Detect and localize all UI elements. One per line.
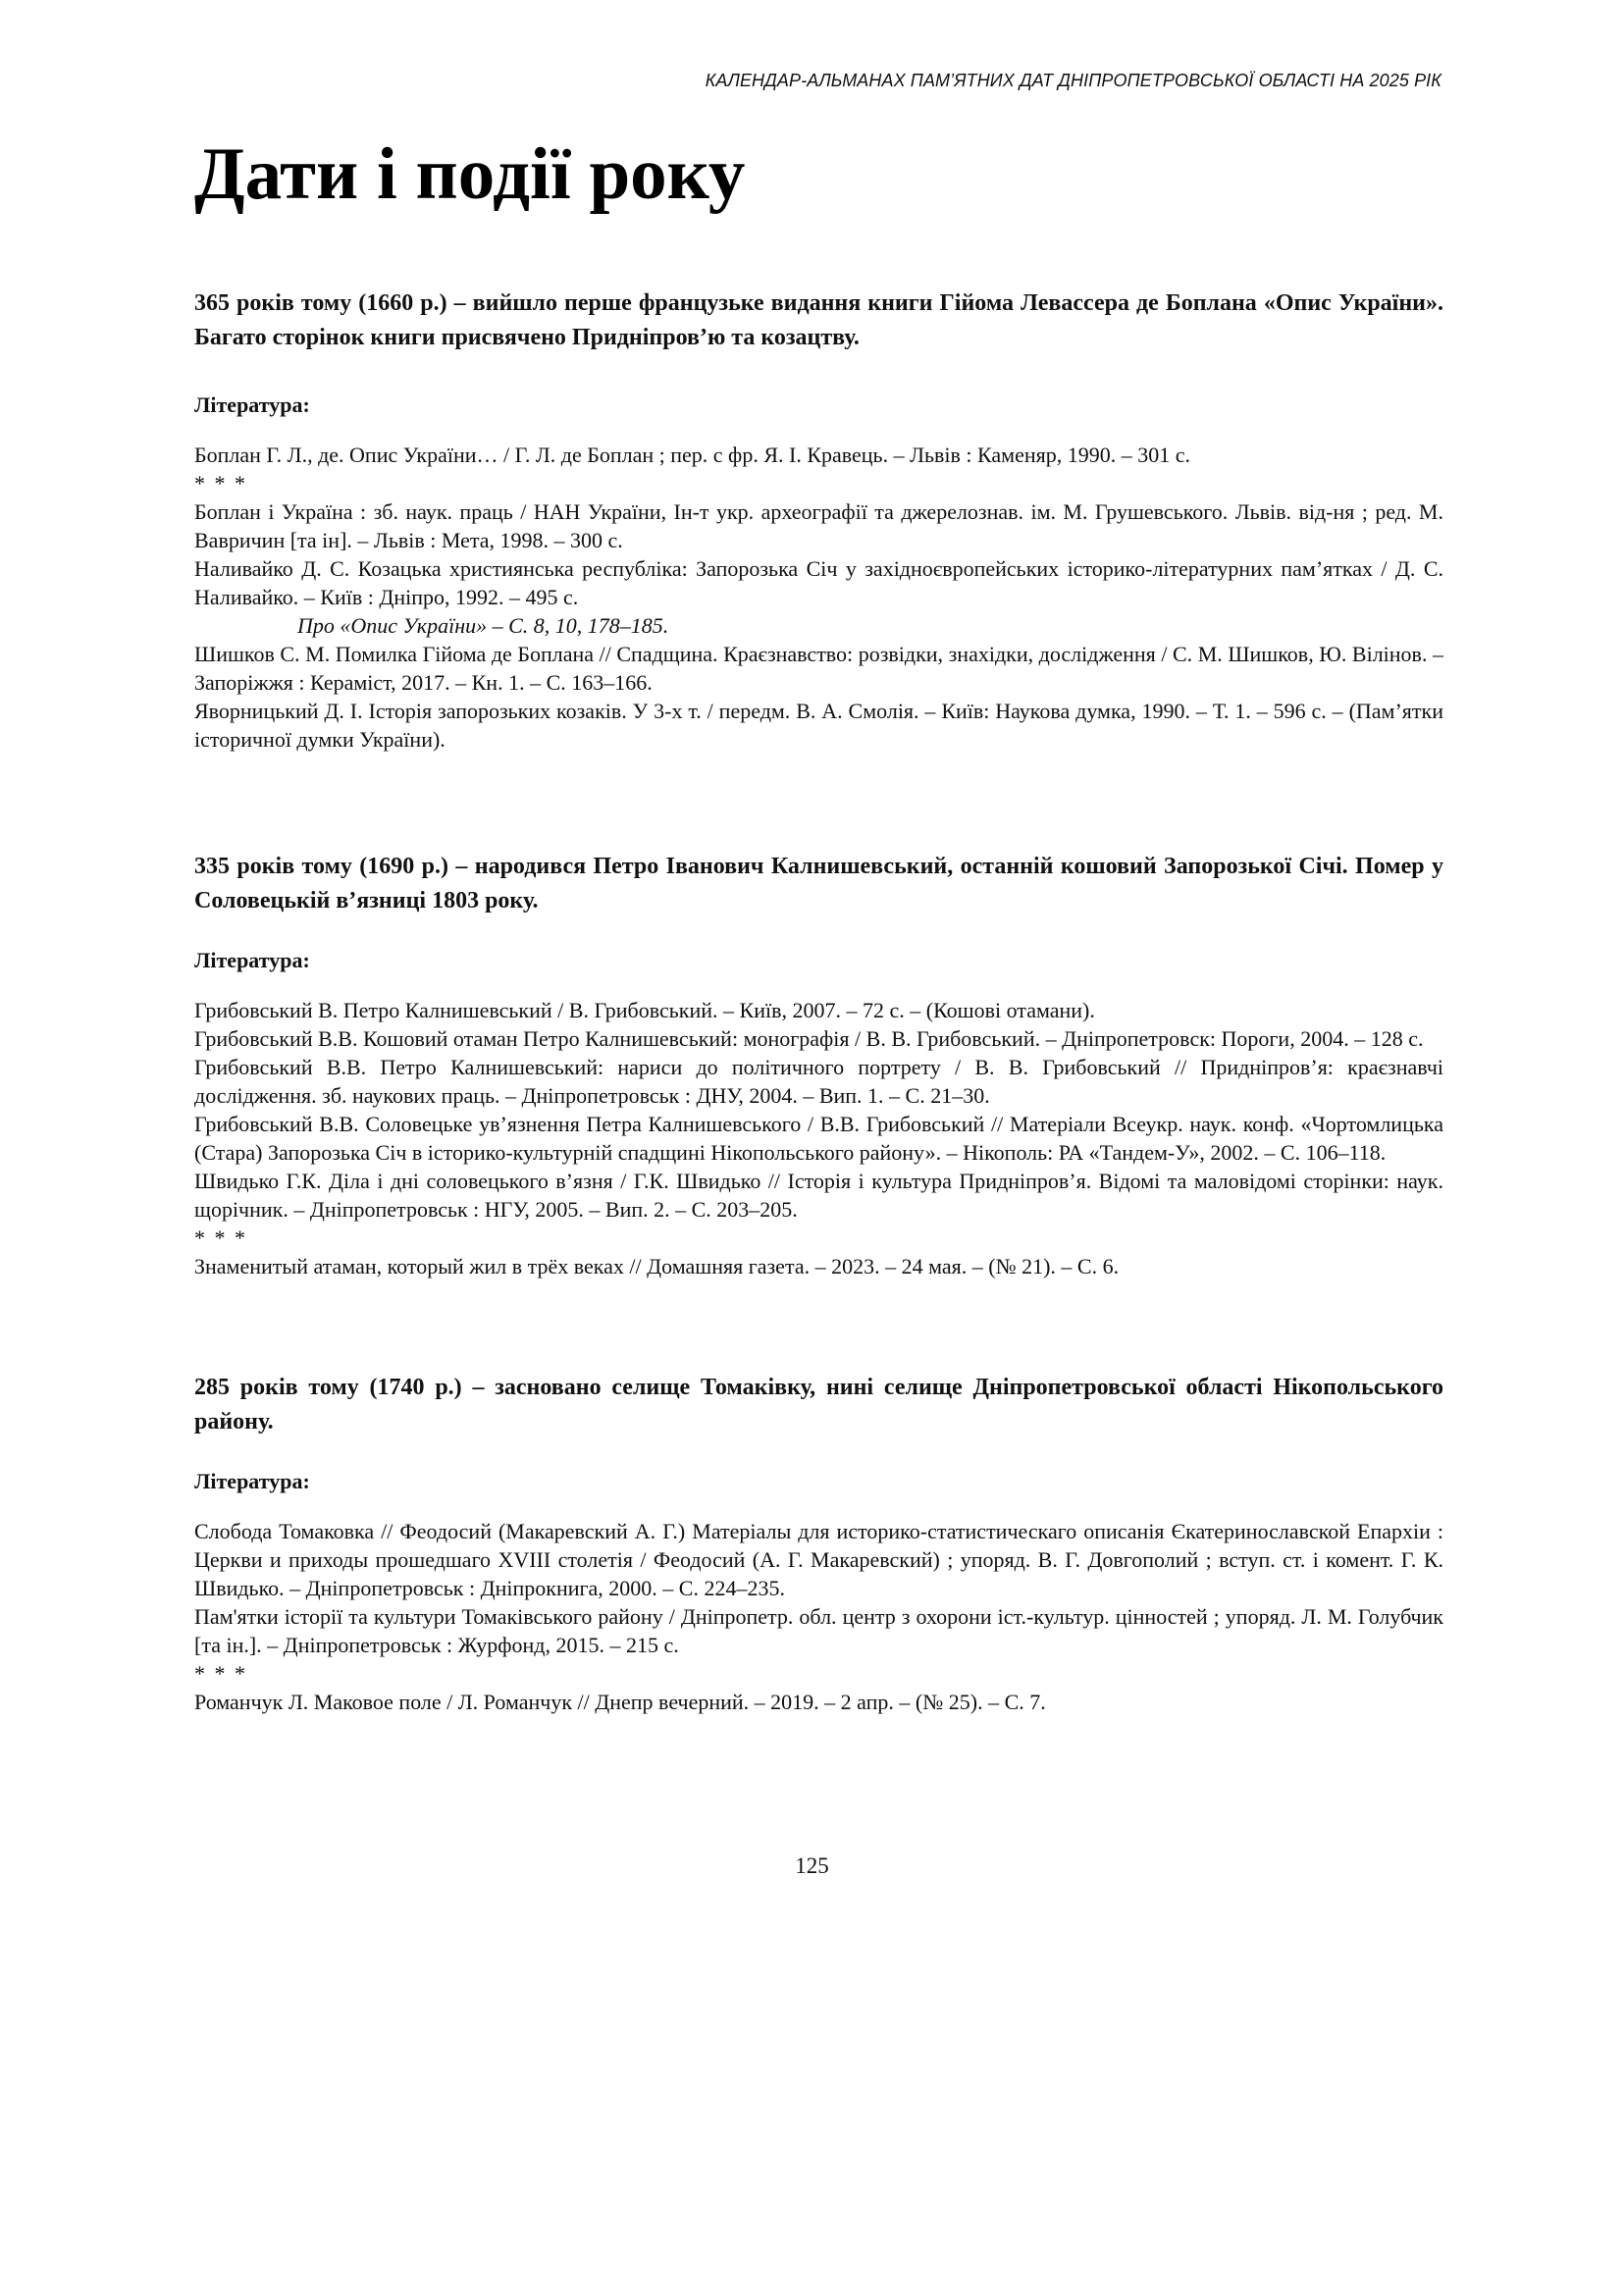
reference-item: Яворницький Д. І. Історія запорозьких козаків. У 3-х т. / передм. В. А. Смолія. – Київ: Наукова думка, 1990. – Т. 1. – 596 с. – (Пам’ятки історичної думки України). (194, 699, 1443, 752)
literature-label: Література: (194, 1469, 310, 1493)
entry-1660 (194, 287, 1443, 754)
reference-item: Грибовський В.В. Кошовий отаман Петро Калнишевський: монографія / В. В. Грибовський. – Дніпропетровск: Пороги, 2004. – 128 с. (194, 1026, 1424, 1051)
reference-item: Грибовський В.В. Соловецьке ув’язнення Петра Калнишевського / В.В. Грибовський // Матеріали Всеукр. наук. конф. «Чортомлицька (Стара) Запорозька Січ в історико-культурній спадщині Нікопольського району». – Нікополь: РА «Тандем-У», 2002. – С. 106–118. (194, 1112, 1443, 1165)
entry-heading: 285 років тому (1740 р.) – засновано селище Томаківку, нині селище Дніпропетровської області Нікопольського району. (194, 1375, 1443, 1434)
reference-item: Грибовський В. Петро Калнишевський / В. Грибовський. – Київ, 2007. – 72 с. – (Кошові отамани). (194, 998, 1095, 1022)
reference-item: Слобода Томаковка // Феодосий (Макаревский А. Г.) Матеріалы для историко-статистическаго описанія Єкатеринославской Епархіи : Церкви и приходы прошедшаго XVIII столетія / Феодосий (А. Г. Макаревский) ; упоряд. В. Г. Довгополий ; вступ. ст. і комент. Г. К. Швидько. – Дніпропетровськ : Дніпрокнига, 2000. – С. 224–235. (194, 1519, 1443, 1600)
reference-item: Боплан Г. Л., де. Опис України… / Г. Л. де Боплан ; пер. с фр. Я. І. Кравець. – Львів : Каменяр, 1990. – 301 с. (194, 443, 1191, 467)
entry-heading: 365 років тому (1660 р.) – вийшло перше французьке видання книги Гійома Левассера де Боплана «Опис України». Багато сторінок книги присвячено Придніпров’ю та козацтву. (194, 290, 1443, 350)
reference-item: Шишков С. М. Помилка Гійома де Боплана // Спадщина. Краєзнавство: розвідки, знахідки, дослідження / С. М. Шишков, Ю. Вілінов. – Запоріжжя : Кераміст, 2017. – Кн. 1. – С. 163–166. (194, 642, 1443, 695)
entry-heading: 335 років тому (1690 р.) – народився Петро Іванович Калнишевський, останній кошовий Запорозької Січі. Помер у Соловецькій в’язниці 1803 року. (194, 854, 1443, 913)
reference-item: Знаменитый атаман, который жил в трёх веках // Домашняя газета. – 2023. – 24 мая. – (№ 21). – С. 6. (194, 1254, 1120, 1278)
separator-stars: * * * (194, 1661, 247, 1686)
literature-label: Література: (194, 392, 310, 417)
page-number: 125 (795, 1853, 829, 1878)
reference-note: Про «Опис України» – С. 8, 10, 178–185. (297, 613, 669, 638)
reference-item: Наливайко Д. С. Козацька християнська республіка: Запорозька Січ у західноєвропейських історико-літературних пам’ятках / Д. С. Наливайко. – Київ : Дніпро, 1992. – 495 с. (194, 556, 1443, 609)
section-spacer (194, 754, 1443, 850)
content-body (194, 287, 1443, 1716)
reference-item: Швидько Г.К. Діла і дні соловецького в’язня / Г.К. Швидько // Історія і культура Придніпров’я. Відомі та маловідомі сторінки: наук. щорічник. – Дніпропетровськ : НГУ, 2005. – Вип. 2. – С. 203–205. (194, 1169, 1443, 1222)
literature-label: Література: (194, 948, 310, 972)
separator-stars: * * * (194, 1226, 247, 1250)
reference-item: Грибовський В.В. Петро Калнишевський: нариси до політичного портрету / В. В. Грибовський // Придніпров’я: краєзнавчі дослідження. зб. наукових праць. – Дніпропетровськ : ДНУ, 2004. – Вип. 1. – С. 21–30. (194, 1055, 1443, 1108)
page-title: Дати і події року (194, 133, 746, 215)
reference-item: Боплан і Україна : зб. наук. праць / НАН України, Ін-т укр. археографії та джерелознав. ім. М. Грушевського. Львів. від-ня ; ред. М. Вавричин [та ін]. – Львів : Мета, 1998. – 300 с. (194, 499, 1443, 552)
reference-item: Пам'ятки історії та культури Томаківського району / Дніпропетр. обл. центр з охорони іст.-культур. цінностей ; упоряд. Л. М. Голубчик [та ін.]. – Дніпропетровськ : Журфонд, 2015. – 215 с. (194, 1604, 1443, 1657)
running-header: КАЛЕНДАР-АЛЬМАНАХ ПАМ’ЯТНИХ ДАТ ДНІПРОПЕТРОВСЬКОЇ ОБЛАСТІ НА 2025 РІК (705, 71, 1441, 90)
section-spacer (194, 1280, 1443, 1371)
entry-1740 (194, 1371, 1443, 1716)
entry-1690 (194, 850, 1443, 1280)
separator-stars: * * * (194, 471, 247, 496)
reference-item: Романчук Л. Маковое поле / Л. Романчук // Днепр вечерний. – 2019. – 2 апр. – (№ 25). – С. 7. (194, 1690, 1046, 1714)
